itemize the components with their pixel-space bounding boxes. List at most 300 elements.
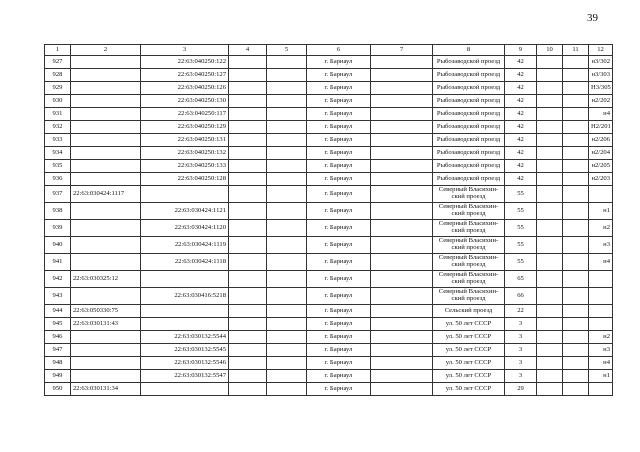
premises-cell: н3: [589, 344, 613, 357]
empty-cell: [267, 203, 307, 220]
empty-cell: [229, 173, 267, 186]
city-cell: г. Барнаул: [307, 121, 371, 134]
premises-cell: н2/203: [589, 173, 613, 186]
empty-cell: [537, 318, 563, 331]
row-number-cell: 942: [45, 271, 71, 288]
parcel-number-cell: [71, 357, 141, 370]
cadastral-number-cell: 22:63:040250:117: [141, 108, 229, 121]
table-row: [45, 95, 613, 108]
empty-cell: [371, 69, 433, 82]
city-cell: г. Барнаул: [307, 203, 371, 220]
premises-cell: н2/204: [589, 147, 613, 160]
cadastral-number-cell: 22:63:030424:1118: [141, 254, 229, 271]
empty-cell: [229, 95, 267, 108]
empty-cell: [563, 82, 589, 95]
empty-cell: [563, 271, 589, 288]
empty-cell: [371, 203, 433, 220]
premises-cell: н3/303: [589, 69, 613, 82]
parcel-number-cell: [71, 160, 141, 173]
empty-cell: [563, 147, 589, 160]
row-number-cell: 941: [45, 254, 71, 271]
premises-cell: н1: [589, 370, 613, 383]
house-number-cell: 3: [505, 344, 537, 357]
table-row: [45, 147, 613, 160]
street-cell: Сельский проезд: [433, 305, 505, 318]
empty-cell: [267, 121, 307, 134]
row-number-cell: 932: [45, 121, 71, 134]
empty-cell: [229, 121, 267, 134]
house-number-cell: 29: [505, 383, 537, 396]
empty-cell: [537, 331, 563, 344]
parcel-number-cell: [71, 288, 141, 305]
city-cell: г. Барнаул: [307, 331, 371, 344]
city-cell: г. Барнаул: [307, 108, 371, 121]
house-number-cell: 65: [505, 271, 537, 288]
column-header: 12: [589, 45, 613, 56]
city-cell: г. Барнаул: [307, 82, 371, 95]
empty-cell: [267, 383, 307, 396]
row-number-cell: 946: [45, 331, 71, 344]
empty-cell: [267, 357, 307, 370]
empty-cell: [371, 383, 433, 396]
row-number-cell: 928: [45, 69, 71, 82]
empty-cell: [537, 271, 563, 288]
empty-cell: [371, 56, 433, 69]
empty-cell: [537, 173, 563, 186]
cadastral-number-cell: 22:63:030416:5218: [141, 288, 229, 305]
street-cell: Рыбозаводской проезд: [433, 121, 505, 134]
parcel-number-cell: [71, 69, 141, 82]
empty-cell: [267, 305, 307, 318]
street-cell: Рыбозаводской проезд: [433, 56, 505, 69]
table-row: [45, 288, 613, 305]
table-row: [45, 56, 613, 69]
empty-cell: [537, 69, 563, 82]
table-row: [45, 344, 613, 357]
empty-cell: [267, 370, 307, 383]
empty-cell: [563, 69, 589, 82]
empty-cell: [229, 271, 267, 288]
premises-cell: н3: [589, 237, 613, 254]
street-cell: Северный Власихин-ский проезд: [433, 271, 505, 288]
table-row: [45, 331, 613, 344]
empty-cell: [267, 288, 307, 305]
column-header: 7: [371, 45, 433, 56]
row-number-cell: 930: [45, 95, 71, 108]
column-header: 4: [229, 45, 267, 56]
empty-cell: [267, 69, 307, 82]
street-cell: Северный Власихин-ский проезд: [433, 186, 505, 203]
premises-cell: н4: [589, 254, 613, 271]
empty-cell: [537, 56, 563, 69]
city-cell: г. Барнаул: [307, 271, 371, 288]
street-cell: Рыбозаводской проезд: [433, 173, 505, 186]
empty-cell: [267, 186, 307, 203]
table-row: [45, 173, 613, 186]
parcel-number-cell: [71, 370, 141, 383]
house-number-cell: 55: [505, 237, 537, 254]
premises-cell: Н2/201: [589, 121, 613, 134]
empty-cell: [371, 108, 433, 121]
premises-cell: н2/202: [589, 95, 613, 108]
column-header: 8: [433, 45, 505, 56]
empty-cell: [537, 134, 563, 147]
row-number-cell: 943: [45, 288, 71, 305]
empty-cell: [563, 331, 589, 344]
empty-cell: [537, 121, 563, 134]
empty-cell: [537, 237, 563, 254]
empty-cell: [537, 370, 563, 383]
table-row: [45, 318, 613, 331]
empty-cell: [371, 254, 433, 271]
city-cell: г. Барнаул: [307, 370, 371, 383]
empty-cell: [267, 160, 307, 173]
house-number-cell: 42: [505, 173, 537, 186]
empty-cell: [563, 160, 589, 173]
city-cell: г. Барнаул: [307, 254, 371, 271]
empty-cell: [229, 108, 267, 121]
empty-cell: [267, 82, 307, 95]
empty-cell: [267, 147, 307, 160]
city-cell: г. Барнаул: [307, 56, 371, 69]
city-cell: г. Барнаул: [307, 134, 371, 147]
table-row: [45, 220, 613, 237]
empty-cell: [371, 134, 433, 147]
city-cell: г. Барнаул: [307, 305, 371, 318]
empty-cell: [267, 344, 307, 357]
house-number-cell: 22: [505, 305, 537, 318]
empty-cell: [371, 186, 433, 203]
parcel-number-cell: [71, 56, 141, 69]
table-row: [45, 370, 613, 383]
cadastral-number-cell: [141, 271, 229, 288]
empty-cell: [229, 383, 267, 396]
empty-cell: [563, 288, 589, 305]
table-row: [45, 121, 613, 134]
city-cell: г. Барнаул: [307, 147, 371, 160]
empty-cell: [563, 220, 589, 237]
empty-cell: [537, 220, 563, 237]
empty-cell: [371, 344, 433, 357]
empty-cell: [537, 254, 563, 271]
empty-cell: [563, 134, 589, 147]
cadastral-number-cell: 22:63:040250:129: [141, 121, 229, 134]
empty-cell: [563, 254, 589, 271]
cadastral-number-cell: 22:63:040250:131: [141, 134, 229, 147]
parcel-number-cell: [71, 203, 141, 220]
empty-cell: [371, 288, 433, 305]
column-header: 1: [45, 45, 71, 56]
street-cell: ул. 50 лет СССР: [433, 357, 505, 370]
empty-cell: [537, 357, 563, 370]
parcel-number-cell: [71, 220, 141, 237]
empty-cell: [267, 318, 307, 331]
premises-cell: н2: [589, 331, 613, 344]
street-cell: Северный Власихин-ский проезд: [433, 203, 505, 220]
house-number-cell: 42: [505, 134, 537, 147]
empty-cell: [563, 357, 589, 370]
table-row: [45, 305, 613, 318]
empty-cell: [267, 237, 307, 254]
empty-cell: [563, 95, 589, 108]
street-cell: Рыбозаводской проезд: [433, 147, 505, 160]
parcel-number-cell: [71, 147, 141, 160]
city-cell: г. Барнаул: [307, 160, 371, 173]
city-cell: г. Барнаул: [307, 173, 371, 186]
table-row: [45, 108, 613, 121]
house-number-cell: 42: [505, 108, 537, 121]
table-row: [45, 186, 613, 203]
table-row: [45, 357, 613, 370]
street-cell: Рыбозаводской проезд: [433, 95, 505, 108]
house-number-cell: 55: [505, 186, 537, 203]
empty-cell: [229, 357, 267, 370]
house-number-cell: 42: [505, 69, 537, 82]
row-number-cell: 939: [45, 220, 71, 237]
cadastral-number-cell: 22:63:030424:1120: [141, 220, 229, 237]
parcel-number-cell: 22:63:030325:12: [71, 271, 141, 288]
street-cell: ул. 50 лет СССР: [433, 331, 505, 344]
empty-cell: [371, 173, 433, 186]
house-number-cell: 42: [505, 82, 537, 95]
row-number-cell: 948: [45, 357, 71, 370]
empty-cell: [229, 220, 267, 237]
table-row: [45, 254, 613, 271]
city-cell: г. Барнаул: [307, 186, 371, 203]
empty-cell: [537, 305, 563, 318]
empty-cell: [537, 95, 563, 108]
city-cell: г. Барнаул: [307, 220, 371, 237]
empty-cell: [537, 288, 563, 305]
empty-cell: [229, 147, 267, 160]
house-number-cell: 55: [505, 203, 537, 220]
cadastral-number-cell: 22:63:030132:5544: [141, 331, 229, 344]
house-number-cell: 42: [505, 56, 537, 69]
cadastral-number-cell: 22:63:030424:1119: [141, 237, 229, 254]
cadastral-number-cell: 22:63:040250:133: [141, 160, 229, 173]
city-cell: г. Барнаул: [307, 95, 371, 108]
premises-cell: Н3/305: [589, 82, 613, 95]
house-number-cell: 55: [505, 220, 537, 237]
empty-cell: [229, 254, 267, 271]
empty-cell: [537, 82, 563, 95]
premises-cell: н4: [589, 108, 613, 121]
empty-cell: [563, 305, 589, 318]
house-number-cell: 3: [505, 318, 537, 331]
street-cell: ул. 50 лет СССР: [433, 344, 505, 357]
empty-cell: [563, 344, 589, 357]
parcel-number-cell: [71, 254, 141, 271]
city-cell: г. Барнаул: [307, 69, 371, 82]
premises-cell: н2/205: [589, 160, 613, 173]
empty-cell: [229, 160, 267, 173]
empty-cell: [371, 370, 433, 383]
house-number-cell: 42: [505, 160, 537, 173]
parcel-number-cell: [71, 331, 141, 344]
table-row: [45, 82, 613, 95]
premises-cell: н1: [589, 203, 613, 220]
street-cell: Рыбозаводской проезд: [433, 160, 505, 173]
premises-cell: [589, 271, 613, 288]
page-number: 39: [587, 12, 598, 24]
street-cell: Северный Власихин-ский проезд: [433, 237, 505, 254]
city-cell: г. Барнаул: [307, 318, 371, 331]
house-number-cell: 42: [505, 95, 537, 108]
row-number-cell: 933: [45, 134, 71, 147]
row-number-cell: 940: [45, 237, 71, 254]
street-cell: ул. 50 лет СССР: [433, 383, 505, 396]
house-number-cell: 3: [505, 370, 537, 383]
premises-cell: [589, 318, 613, 331]
empty-cell: [563, 237, 589, 254]
empty-cell: [229, 69, 267, 82]
premises-cell: н4: [589, 357, 613, 370]
empty-cell: [563, 186, 589, 203]
empty-cell: [229, 318, 267, 331]
empty-cell: [371, 271, 433, 288]
cadastral-number-cell: 22:63:030132:5546: [141, 357, 229, 370]
empty-cell: [537, 160, 563, 173]
empty-cell: [229, 203, 267, 220]
row-number-cell: 945: [45, 318, 71, 331]
empty-cell: [371, 82, 433, 95]
premises-cell: [589, 383, 613, 396]
cadastral-number-cell: [141, 186, 229, 203]
empty-cell: [537, 147, 563, 160]
table-row: [45, 69, 613, 82]
street-cell: Северный Власихин-ский проезд: [433, 220, 505, 237]
row-number-cell: 947: [45, 344, 71, 357]
header-row: [45, 45, 613, 56]
row-number-cell: 935: [45, 160, 71, 173]
city-cell: г. Барнаул: [307, 237, 371, 254]
street-cell: Рыбозаводской проезд: [433, 69, 505, 82]
house-number-cell: 3: [505, 357, 537, 370]
parcel-number-cell: [71, 108, 141, 121]
empty-cell: [229, 344, 267, 357]
row-number-cell: 950: [45, 383, 71, 396]
column-header: 3: [141, 45, 229, 56]
empty-cell: [371, 318, 433, 331]
street-cell: Рыбозаводской проезд: [433, 108, 505, 121]
empty-cell: [371, 331, 433, 344]
street-cell: ул. 50 лет СССР: [433, 370, 505, 383]
column-header: 5: [267, 45, 307, 56]
city-cell: г. Барнаул: [307, 288, 371, 305]
empty-cell: [229, 82, 267, 95]
parcel-number-cell: 22:63:030131:43: [71, 318, 141, 331]
empty-cell: [563, 173, 589, 186]
empty-cell: [229, 305, 267, 318]
cadastral-number-cell: 22:63:030132:5547: [141, 370, 229, 383]
table-row: [45, 271, 613, 288]
cadastral-number-cell: 22:63:040250:130: [141, 95, 229, 108]
column-header: 2: [71, 45, 141, 56]
cadastral-number-cell: 22:63:040250:127: [141, 69, 229, 82]
row-number-cell: 937: [45, 186, 71, 203]
empty-cell: [371, 147, 433, 160]
row-number-cell: 944: [45, 305, 71, 318]
empty-cell: [537, 108, 563, 121]
empty-cell: [229, 288, 267, 305]
column-header: 11: [563, 45, 589, 56]
empty-cell: [267, 134, 307, 147]
premises-cell: н2: [589, 220, 613, 237]
empty-cell: [371, 121, 433, 134]
empty-cell: [229, 331, 267, 344]
house-number-cell: 66: [505, 288, 537, 305]
premises-cell: [589, 305, 613, 318]
cadastral-number-cell: 22:63:030132:5545: [141, 344, 229, 357]
house-number-cell: 42: [505, 147, 537, 160]
row-number-cell: 949: [45, 370, 71, 383]
premises-cell: н2/206: [589, 134, 613, 147]
empty-cell: [371, 305, 433, 318]
parcel-number-cell: 22:63:050330:75: [71, 305, 141, 318]
row-number-cell: 938: [45, 203, 71, 220]
empty-cell: [229, 237, 267, 254]
cadastral-number-cell: [141, 383, 229, 396]
empty-cell: [371, 160, 433, 173]
empty-cell: [267, 108, 307, 121]
empty-cell: [371, 220, 433, 237]
empty-cell: [371, 357, 433, 370]
cadastral-number-cell: [141, 305, 229, 318]
empty-cell: [267, 95, 307, 108]
city-cell: г. Барнаул: [307, 383, 371, 396]
cadastral-number-cell: 22:63:040250:128: [141, 173, 229, 186]
column-header: 10: [537, 45, 563, 56]
house-number-cell: 3: [505, 331, 537, 344]
street-cell: ул. 50 лет СССР: [433, 318, 505, 331]
empty-cell: [229, 186, 267, 203]
street-cell: Северный Власихин-ский проезд: [433, 254, 505, 271]
parcel-number-cell: [71, 82, 141, 95]
empty-cell: [537, 383, 563, 396]
empty-cell: [229, 134, 267, 147]
table-row: [45, 160, 613, 173]
parcel-number-cell: [71, 173, 141, 186]
street-cell: Северный Власихин-ский проезд: [433, 288, 505, 305]
row-number-cell: 936: [45, 173, 71, 186]
table-row: [45, 134, 613, 147]
empty-cell: [371, 237, 433, 254]
parcel-number-cell: [71, 95, 141, 108]
empty-cell: [371, 95, 433, 108]
street-cell: Рыбозаводской проезд: [433, 134, 505, 147]
empty-cell: [267, 173, 307, 186]
house-number-cell: 55: [505, 254, 537, 271]
parcel-number-cell: [71, 237, 141, 254]
empty-cell: [267, 56, 307, 69]
empty-cell: [267, 271, 307, 288]
parcel-number-cell: 22:63:030424:1117: [71, 186, 141, 203]
table-row: [45, 237, 613, 254]
cadastral-number-cell: 22:63:040250:132: [141, 147, 229, 160]
row-number-cell: 927: [45, 56, 71, 69]
empty-cell: [229, 56, 267, 69]
column-header: 9: [505, 45, 537, 56]
table-row: [45, 383, 613, 396]
empty-cell: [563, 318, 589, 331]
empty-cell: [563, 108, 589, 121]
empty-cell: [563, 383, 589, 396]
empty-cell: [537, 344, 563, 357]
street-cell: Рыбозаводской проезд: [433, 82, 505, 95]
table-row: [45, 203, 613, 220]
house-number-cell: 42: [505, 121, 537, 134]
empty-cell: [229, 370, 267, 383]
